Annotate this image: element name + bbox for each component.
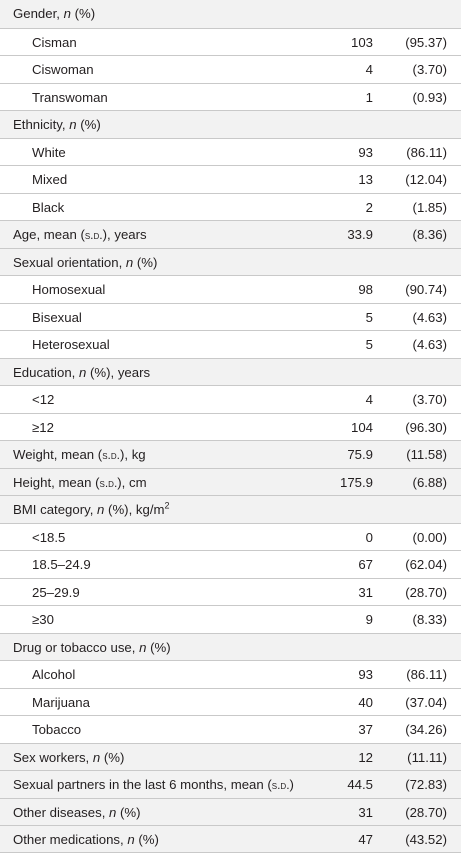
category-label: BMI category, n (%), $kg/m^2$: [13, 500, 170, 517]
subcategory-row: [0, 303, 461, 331]
count-value: 47: [358, 832, 373, 847]
subcategory-row: [0, 688, 461, 716]
count-value: 4: [365, 392, 373, 407]
subcategory-label: <18.5: [32, 529, 66, 545]
category-label: Sexual partners in the last 6 months, mean (s.d.): [13, 777, 294, 792]
subcategory-label: Cisman: [32, 34, 77, 50]
count-value: 98: [358, 282, 373, 297]
category-label: Education, n (%), years: [13, 364, 151, 380]
category-label: Sexual orientation, n (%): [13, 254, 158, 270]
subcategory-label: Ciswoman: [32, 62, 94, 77]
subcategory-row: [0, 165, 461, 193]
percent-value: (0.93): [412, 89, 447, 105]
count-value: 40: [358, 694, 373, 710]
subcategory-label: Homosexual: [32, 282, 106, 297]
count-value: 31: [358, 584, 373, 600]
count-value: 5: [365, 337, 373, 352]
subcategory-label: 18.5–24.9: [32, 557, 91, 572]
subcategory-row: [0, 413, 461, 441]
count-value: 1: [365, 89, 373, 105]
count-value: 37: [358, 722, 373, 737]
count-value: 12: [358, 749, 373, 765]
percent-value: (72.83): [405, 777, 447, 792]
count-value: 33.9: [347, 227, 373, 242]
category-row: [0, 110, 461, 138]
subcategory-row: [0, 28, 461, 56]
subcategory-label: ≥30: [32, 612, 54, 627]
percent-value: (96.30): [405, 419, 447, 435]
percent-value: (3.70): [412, 62, 447, 77]
count-value: 93: [358, 667, 373, 682]
subcategory-row: [0, 660, 461, 688]
category-label: Gender, n (%): [13, 6, 96, 21]
percent-value: (86.11): [406, 667, 447, 682]
subcategory-row: [0, 55, 461, 83]
percent-value: (11.11): [407, 749, 447, 765]
category-row: [0, 798, 461, 826]
category-row: [0, 770, 461, 798]
category-label: Age, mean (s.d.), years: [13, 227, 147, 242]
percent-value: (8.33): [412, 612, 447, 627]
count-value: 103: [350, 34, 373, 50]
subcategory-label: 25–29.9: [32, 584, 80, 600]
subcategory-label: Alcohol: [32, 667, 76, 682]
subcategory-row: [0, 550, 461, 578]
count-value: 13: [358, 172, 373, 187]
category-row: [0, 825, 461, 853]
category-row: [0, 440, 461, 468]
count-value: 4: [365, 62, 373, 77]
percent-value: (62.04): [405, 557, 447, 572]
count-value: 2: [365, 199, 373, 215]
category-label: Weight, mean (s.d.), kg: [13, 447, 146, 462]
percent-value: (28.70): [405, 584, 447, 600]
subcategory-label: Black: [32, 199, 65, 215]
category-row: [0, 248, 461, 276]
category-row: [0, 633, 461, 661]
subcategory-row: [0, 330, 461, 358]
subcategory-label: ≥12: [32, 419, 54, 435]
percent-value: (4.63): [412, 337, 447, 352]
category-label: Sex workers, n (%): [13, 749, 125, 765]
percent-value: (37.04): [405, 694, 447, 710]
count-value: 175.9: [339, 474, 373, 490]
subcategory-row: [0, 605, 461, 633]
percent-value: (34.26): [405, 722, 447, 737]
subcategory-row: [0, 715, 461, 743]
category-row: [0, 358, 461, 386]
subcategory-label: <12: [32, 392, 55, 407]
percent-value: (90.74): [405, 282, 447, 297]
count-value: 104: [350, 419, 373, 435]
subcategory-row: [0, 193, 461, 221]
percent-value: (95.37): [405, 34, 447, 50]
category-label: Other diseases, n (%): [13, 804, 141, 820]
subcategory-row: [0, 523, 461, 551]
percent-value: (11.58): [406, 447, 447, 462]
subcategory-label: White: [32, 144, 66, 160]
count-value: 5: [365, 309, 373, 325]
subcategory-label: Transwoman: [32, 89, 108, 105]
category-row: [0, 495, 461, 523]
count-value: 0: [365, 529, 373, 545]
percent-value: (1.85): [412, 199, 447, 215]
category-row: [0, 0, 461, 28]
count-value: 31: [358, 804, 373, 820]
subcategory-label: Bisexual: [32, 309, 82, 325]
category-row: [0, 743, 461, 771]
subcategory-label: Marijuana: [32, 694, 90, 710]
percent-value: (28.70): [405, 804, 447, 820]
percent-value: (4.63): [412, 309, 447, 325]
subcategory-label: Tobacco: [32, 722, 82, 737]
subcategory-row: [0, 138, 461, 166]
category-row: [0, 220, 461, 248]
category-label: Other medications, n (%): [13, 832, 159, 847]
percent-value: (0.00): [412, 529, 447, 545]
category-label: Height, mean (s.d.), cm: [13, 474, 147, 490]
count-value: 44.5: [347, 777, 373, 792]
percent-value: (6.88): [412, 474, 447, 490]
count-value: 93: [358, 144, 373, 160]
subcategory-label: Mixed: [32, 172, 68, 187]
subcategory-row: [0, 578, 461, 606]
category-label: Ethnicity, n (%): [13, 117, 101, 132]
percent-value: (43.52): [405, 832, 447, 847]
subcategory-row: [0, 385, 461, 413]
count-value: 75.9: [347, 447, 373, 462]
category-label: Drug or tobacco use, n (%): [13, 639, 171, 655]
percent-value: (12.04): [405, 172, 447, 187]
percent-value: (3.70): [412, 392, 447, 407]
subcategory-row: [0, 83, 461, 111]
subcategory-label: Heterosexual: [32, 337, 110, 352]
count-value: 67: [358, 557, 373, 572]
subcategory-row: [0, 275, 461, 303]
count-value: 9: [365, 612, 373, 627]
category-row: [0, 468, 461, 496]
percent-value: (8.36): [412, 227, 447, 242]
percent-value: (86.11): [406, 144, 447, 160]
